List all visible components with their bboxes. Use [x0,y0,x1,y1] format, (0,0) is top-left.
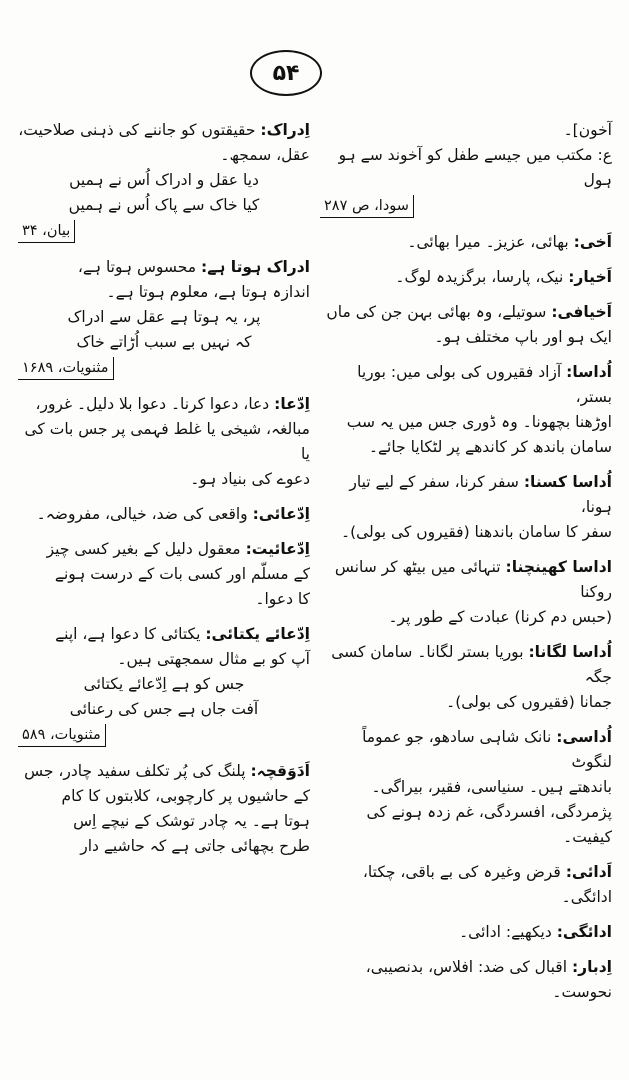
verse-line: دیا عقل و ادراک اُس نے ہمیں [69,171,259,189]
entry-line: آپ کو بے مثال سمجھتی ہیں۔ [117,650,310,668]
entry-definition: قرض وغیرہ کی بے باقی، چکتا، [362,863,561,881]
entry-udasa-lagana [320,640,612,715]
entry-adaigi [320,920,612,945]
entry-headword: اَخیار: [568,268,612,286]
entry-definition: آزاد فقیروں کی بولی میں: بوریا بستر، [357,363,612,406]
entry-iddia [18,392,310,492]
entry-iddiaiyat [18,537,310,612]
verse-line: کیا خاک سے پاک اُس نے ہمیں [68,196,260,214]
entry-line: سامان باندھ کر کاندھے پر لٹکایا جائے۔ [368,438,612,456]
entry-definition: اقبال کی ضد: افلاس، بدنصیبی، [365,958,568,976]
left-column [18,118,310,869]
entry-idrak [18,118,310,243]
entry-definition: دعا، دعوا کرنا۔ دعوا بلا دلیل۔ غرور، [35,395,270,413]
entry-akhyar [320,265,612,290]
verse-line: پر، یہ ہوتا ہے عقل سے ادراک [67,308,261,326]
citation: بیان، ۳۴ [18,220,75,243]
entry-line: (حبس دم کرنا) عبادت کے طور پر۔ [388,608,612,626]
entry-headword: اِدراک: [260,121,310,139]
entry-headword: اَدائی: [565,863,612,881]
entry-idbar [320,955,612,1005]
entry-headword: اِدّعائی: [252,505,310,523]
entry-iddiai [18,502,310,527]
entry-iddiae-yaktai [18,622,310,747]
entry-adai [320,860,612,910]
entry-definition: پلنگ کی پُر تکلف سفید چادر، جس [24,762,246,780]
entry-definition: یکتائی کا دعوا ہے، اپنے [55,625,201,643]
entry-akhyafi [320,300,612,350]
entry-definition: نیک، پارسا، برگزیدہ لوگ۔ [395,268,564,286]
entry-line: باندھتے ہیں۔ سنیاسی، فقیر، بیراگی۔ [371,778,612,796]
entry-headword: اُداسا کسنا: [523,473,612,491]
verse-line: جس کو ہے اِدّعائے یکتائی [83,675,245,693]
entry-headword: اِدّعائیت: [245,540,310,558]
entry-line: عقل، سمجھ۔ [220,146,310,164]
entry-udasa-kasna [320,470,612,545]
entry-line: نحوست۔ [552,983,612,1001]
page-number: ۵۴ [250,50,322,96]
entry-headword: اَخی: [573,233,612,251]
citation: مثنویات، ۵۸۹ [18,724,106,747]
entry-line: کے حاشیوں پر کارچوبی، کلابتوں کا کام [61,787,310,805]
entry-definition: نانک شاہی سادھو، جو عموماً لنگوٹ [362,728,612,771]
citation: مثنویات، ۱۶۸۹ [18,357,114,380]
entry-line: ایک ہو اور باپ مختلف ہو۔ [434,328,612,346]
entry-line: پژمردگی، افسردگی، غم زدہ ہونے کی [366,803,612,821]
entry-headword: اداسا کھینچنا: [505,558,612,576]
entry-adwaqcha [18,759,310,859]
entry-udasa [320,360,612,460]
entry-line: دعوے کی بنیاد ہو۔ [190,470,310,488]
entry-headword: اَخیافی: [551,303,612,321]
entry-definition: حقیقتوں کو جاننے کی ذہنی صلاحیت، [18,121,256,139]
entry-definition: بھائی، عزیز۔ میرا بھائی۔ [407,233,569,251]
verse-line: کہ نہیں بے سبب اُڑاتے خاک [76,333,252,351]
entry-headword: اِدبار: [571,958,612,976]
entry-definition: تنہائی میں بیٹھ کر سانس روکنا [334,558,612,601]
entry-udasa-khenchna [320,555,612,630]
entry-line: آخون]۔ [563,121,612,139]
entry-definition: واقعی کی ضد، خیالی، مفروضہ۔ [36,505,248,523]
entry-definition: سوتیلے، وہ بھائی بہن جن کی ماں [326,303,547,321]
entry-line: ہوتا ہے۔ یہ چادر توشک کے نیچے اِس [73,812,310,830]
entry-definition: سفر کرنا، سفر کے لیے تیار ہونا، [349,473,612,516]
entry-headword: اِدّعا: [274,395,310,413]
verse-line: آفت جاں ہے جس کی رعنائی [69,700,259,718]
entry-headword: اِدّعائے یکتائی: [205,625,310,643]
entry-headword: ادائگی: [556,923,612,941]
entry-line: ع: مکتب میں جیسے طفل کو آخوند سے ہو ہول [338,146,612,189]
entry-line: کیفیت۔ [563,828,612,846]
entry-line: مبالغہ، شیخی یا غلط فہمی پر جس بات کی یا [24,420,310,463]
entry-line: کا دعوا۔ [255,590,310,608]
entry-line: ادائگی۔ [561,888,612,906]
entry-definition: دیکھیے: ادائی۔ [459,923,552,941]
entry-line: طرح بچھائی جاتی ہے کہ حاشیے دار [80,837,310,855]
entry-definition: بوریا بستر لگانا۔ سامان کسی جگہ [331,643,612,686]
entry-akhun [320,118,612,218]
entry-headword: ادراک ہوتا ہے: [201,258,310,276]
entry-headword: اُداسی: [556,728,612,746]
entry-line: اندازہ ہوتا ہے، معلوم ہوتا ہے۔ [106,283,310,301]
entry-definition: معقول دلیل کے بغیر کسی چیز [46,540,241,558]
entry-headword: اُداسا: [566,363,612,381]
entry-headword: اُداسا لگانا: [528,643,612,661]
entry-line: جمانا (فقیروں کی بولی)۔ [446,693,612,711]
entry-line: کے مسلّم اور کسی بات کے درست ہونے [54,565,310,583]
entry-udasi [320,725,612,850]
entry-akhi [320,230,612,255]
entry-headword: اَدَوَقچہ: [250,762,310,780]
citation: سودا، ص ۲۸۷ [320,195,414,218]
entry-definition: محسوس ہوتا ہے، [77,258,197,276]
right-column [320,118,612,1015]
entry-line: اوڑھنا بچھونا۔ وہ ڈوری جس میں یہ سب [346,413,612,431]
entry-idrak-hota-hai [18,255,310,380]
entry-line: سفر کا سامان باندھنا (فقیروں کی بولی)۔ [340,523,612,541]
